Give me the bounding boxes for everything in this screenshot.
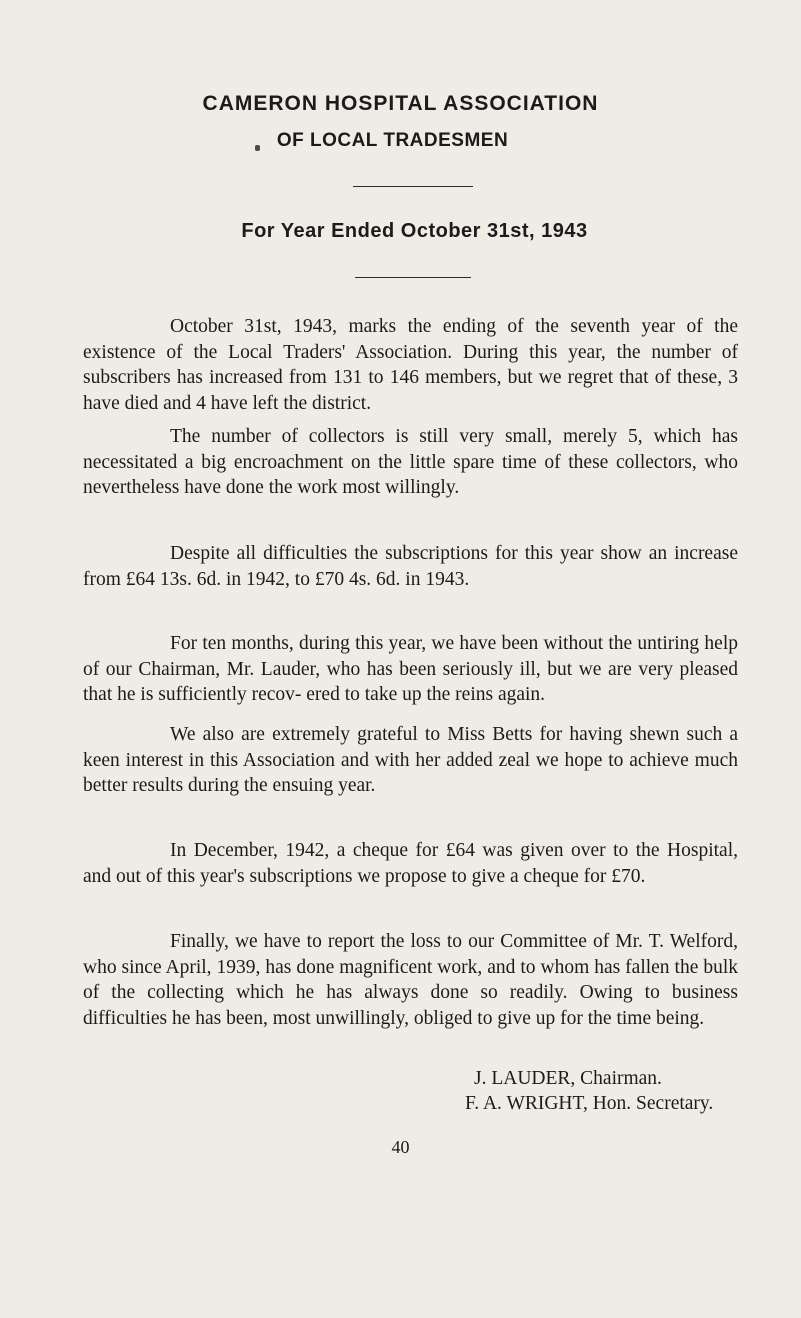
association-subtitle: OF LOCAL TRADESMEN xyxy=(276,130,509,151)
secretary-signature: F. A. WRIGHT, Hon. Secretary. xyxy=(465,1093,714,1114)
report-period-heading: For Year Ended October 31st, 1943 xyxy=(241,220,588,242)
paragraph-text: The number of collectors is still very small, merely 5, which has necessitated a big encroachment on the little spare time of these collectors, who nevertheless have done the work most willingly. xyxy=(83,426,738,498)
divider-rule xyxy=(355,277,471,278)
paragraph xyxy=(83,631,738,708)
association-title: CAMERON HOSPITAL ASSOCIATION xyxy=(202,92,599,115)
paragraph xyxy=(83,541,738,592)
paragraph-text: October 31st, 1943, marks the ending of the seventh year of the existence of the Local Traders' Association. During this year, the number of subscribers has increased from 131 to 146 members, but we regret that of these, 3 have died and 4 have left the district. xyxy=(83,316,738,414)
paragraph xyxy=(83,424,738,501)
paragraph-text: Finally, we have to report the loss to our Committee of Mr. T. Welford, who since April, 1939, has done magnificent work, and to whom has fallen the bulk of the collecting which he has always done so readily. Owing to business difficulties he has been, most unwillingly, obliged to give up for the time being. xyxy=(83,931,738,1029)
paragraph-text: Despite all difficulties the subscriptions for this year show an increase from £64 13s. 6d. in 1942, to £70 4s. 6d. in 1943. xyxy=(83,543,738,590)
paragraph xyxy=(83,929,738,1031)
paragraph xyxy=(83,838,738,889)
page-number: 40 xyxy=(391,1137,410,1157)
divider-rule xyxy=(353,186,473,187)
chairman-signature: J. LAUDER, Chairman. xyxy=(474,1068,662,1089)
paragraph-text: In December, 1942, a cheque for £64 was given over to the Hospital, and out of this year's subscriptions we propose to give a cheque for £70. xyxy=(83,840,738,887)
paragraph-text: For ten months, during this year, we have been without the untiring help of our Chairman, Mr. Lauder, who has been seriously ill, but we are very pleased that he is sufficiently recov- ered to take up the reins again. xyxy=(83,633,738,705)
paragraph xyxy=(83,314,738,416)
paragraph xyxy=(83,722,738,799)
paragraph-text: We also are extremely grateful to Miss Betts for having shewn such a keen interest in this Association and with her added zeal we hope to achieve much better results during the ensuing year. xyxy=(83,724,738,796)
